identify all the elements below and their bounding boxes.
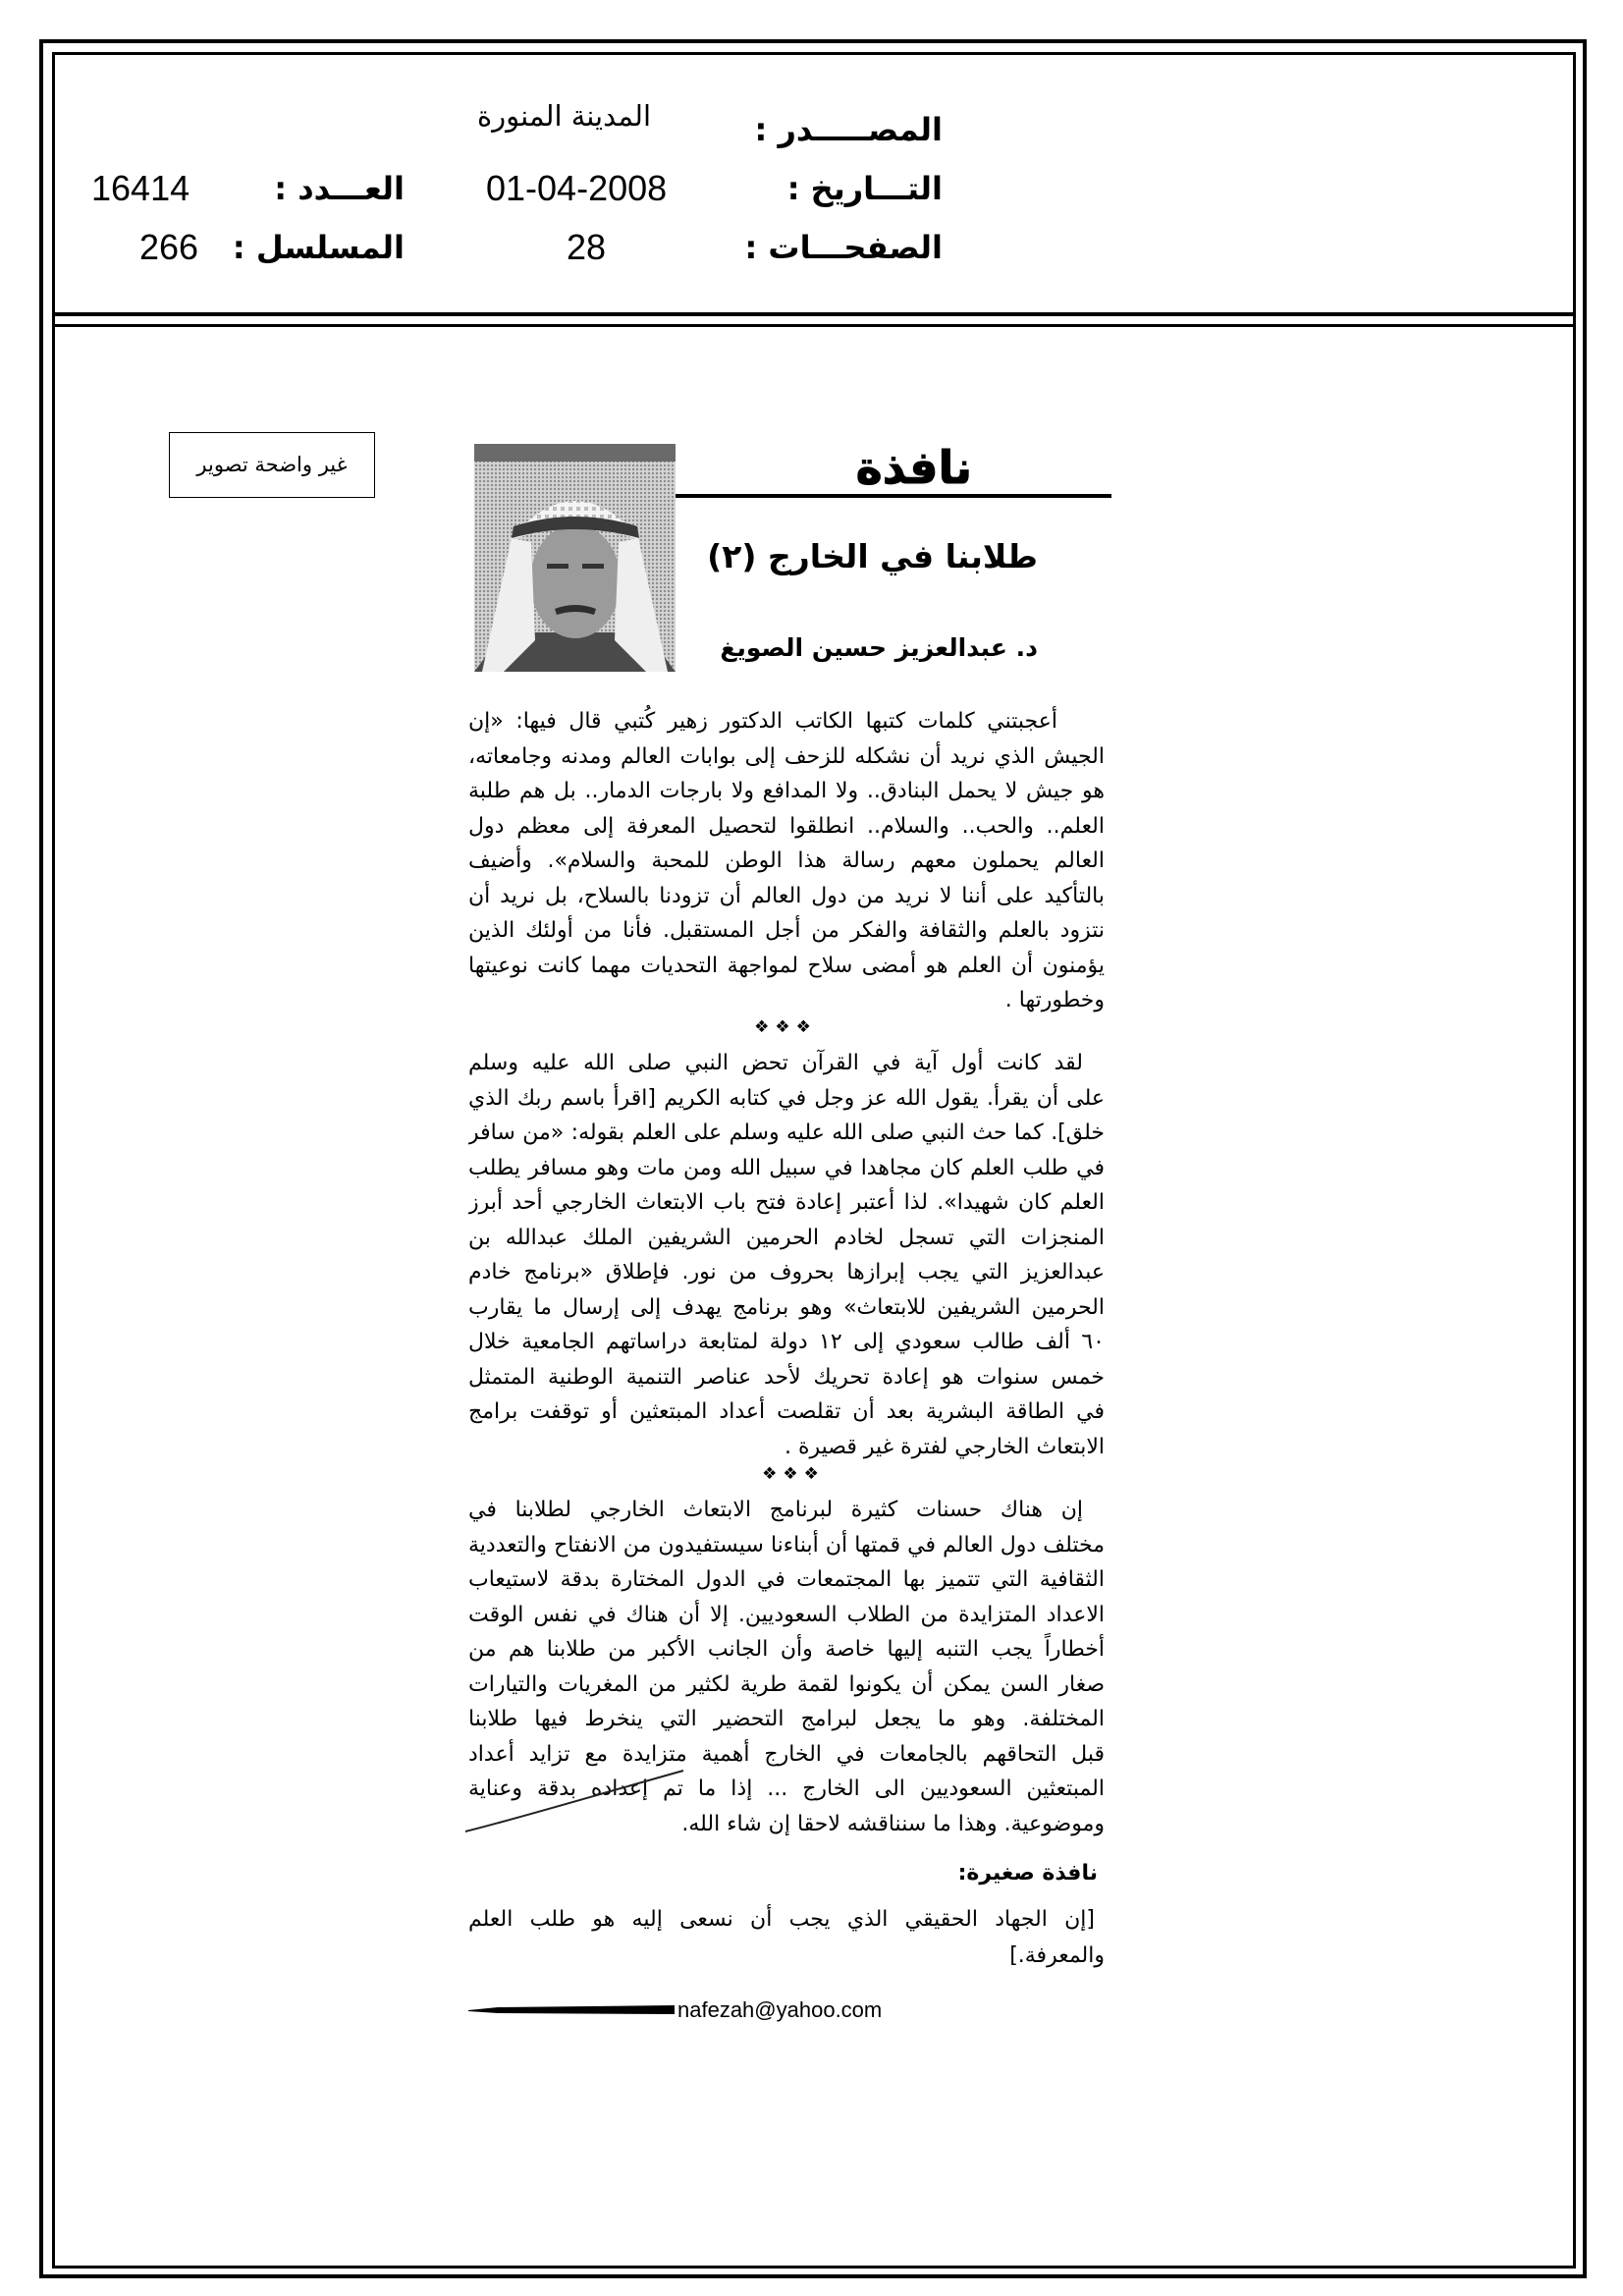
paragraph-line: الابتعاث الخارجي لفترة غير قصيرة . — [784, 1434, 1105, 1459]
paragraph-line: عبدالعزيز التي يجب إبرازها بحروف من نور. فإطلاق «برنامج خادم — [468, 1260, 1105, 1285]
date-label: التـــاريخ : — [786, 170, 943, 207]
paragraph-line: هو جيش لا يحمل البنادق.. ولا المدافع ولا بارجات الدمار.. بل هم طلبة — [468, 779, 1105, 803]
paragraph-line: العلم.. والحب.. والسلام.. انطلقوا لتحصيل المعرفة إلى معظم دول — [468, 813, 1105, 839]
paragraph-line: على أن يقرأ. يقول الله عز وجل في كتابه الكريم [اقرأ باسم ربك الذي — [468, 1085, 1105, 1111]
paragraph-line: العلم كان شهيدا». لذا أعتبر إعادة فتح باب الابتعاث الخارجي أحد أبرز — [468, 1190, 1105, 1215]
paragraph-line: صغار السن يمكن أن يكونوا لقمة طرية لكثير من المغريات والتيارات — [468, 1671, 1105, 1697]
paragraph-line: الثقافية التي تتميز بها المجتمعات في الدول المختارة بدقة لاستيعاب — [468, 1567, 1105, 1592]
article-title: طلابنا في الخارج (٢) — [707, 537, 1038, 575]
paragraph-line: المنجزات التي تسجل لخادم الحرمين الشريفين الملك عبدالله بن — [468, 1225, 1105, 1250]
paragraph-line: الحرمين الشريفين للابتعاث» وهو برنامج يهدف إلى إرسال ما يقارب — [468, 1294, 1105, 1320]
closing-quote — [468, 1901, 1105, 1974]
paragraph-line: قبل التحاقهم بالجامعات في الخارج أهمية متزايدة مع تزايد أعداد — [468, 1741, 1105, 1767]
paragraph-line: مختلف دول العالم في قمتها أن أبناءنا سيستفيدون من الانفتاح والتعددية — [468, 1532, 1105, 1558]
issue-label: العـــدد : — [274, 170, 405, 207]
footer-rule — [468, 2003, 675, 2017]
paragraph-line: وموضوعية. وهذا ما سنناقشه لاحقا إن شاء الله. — [681, 1811, 1105, 1836]
source-label: المصـــــدر : — [754, 111, 943, 148]
paragraph-line: بالتأكيد على أننا لا نريد من دول العالم أن تزودنا بالسلاح، بل نريد أن — [468, 883, 1105, 908]
pages-label: الصفحـــات : — [744, 229, 943, 266]
paragraph — [468, 704, 1105, 1018]
paragraph-line: إن هناك حسنات كثيرة لبرنامج الابتعاث الخارجي لطلابنا في — [468, 1498, 1083, 1522]
column-rule — [676, 494, 1111, 498]
paragraph-line: في طلب العلم كان مجاهدا في سبيل الله ومن مات وهو مسافر يطلب — [468, 1155, 1105, 1180]
paragraph-line: المبتعثين السعوديين الى الخارج ... إذا ما تم إعداده بدقة وعناية — [468, 1777, 1105, 1801]
author-email: nafezah@yahoo.com — [677, 1997, 883, 2022]
serial-label: المسلسل : — [232, 229, 405, 266]
quote-line: [إن الجهاد الحقيقي الذي يجب أن نسعى إليه هو طلب العلم — [468, 1907, 1095, 1932]
paragraph-line: المختلفة. وهو ما يجعل لبرامج التحضير التي ينخرط فيها طلابنا — [468, 1707, 1105, 1731]
paragraph-line: الاعداد المتزايدة من الطلاب السعوديين. إلا أن هناك في نفس الوقت — [468, 1602, 1105, 1627]
issue-value: 16414 — [91, 168, 190, 208]
paragraph — [468, 1046, 1105, 1464]
article-author: د. عبدالعزيز حسين الصويغ — [720, 633, 1038, 662]
paragraph-line: أعجبتني كلمات كتبها الكاتب الدكتور زهير كُتبي قال فيها: «إن — [468, 709, 1057, 734]
paragraph-line: العالم يحملون معهم رسالة هذا الوطن للمحبة والسلام». وأضيف — [468, 848, 1105, 873]
paragraph-line: يؤمنون أن العلم هو أمضى سلاح لمواجهة التحديات مهما كانت نوعيتها — [468, 953, 1105, 978]
header-divider — [52, 324, 1576, 327]
section-separator: ❖❖❖ — [754, 1017, 817, 1037]
quote-line: والمعرفة.] — [1009, 1943, 1105, 1968]
column-name: نافذة — [855, 441, 972, 494]
paragraph-line: أخطاراً يجب التنبه إليها خاصة وأن الجانب الأكبر من طلابنا هم من — [468, 1637, 1105, 1662]
source-value: المدينة المنورة — [476, 99, 651, 133]
small-window-label: نافذة صغيرة: — [957, 1861, 1098, 1886]
author-photo — [474, 444, 676, 672]
paragraph-line: الجيش الذي نريد أن نشكله للزحف إلى بوابات العالم ومدنه وجامعاته، — [468, 743, 1105, 769]
date-value: 01-04-2008 — [486, 168, 668, 208]
unclear-copy-note: غير واضحة تصوير — [169, 432, 375, 498]
serial-value: 266 — [139, 227, 199, 267]
paragraph-line: خمس سنوات هو إعادة تحريك لأحد عناصر التنمية الوطنية المتمثل — [468, 1364, 1105, 1390]
paragraph-line: ٦٠ ألف طالب سعودي إلى ١٢ دولة لمتابعة دراساتهم الجامعية خلال — [468, 1330, 1105, 1354]
paragraph-line: نتزود بالعلم والثقافة والفكر من أجل المستقبل. فأنا من أولئك الذين — [468, 918, 1105, 943]
paragraph-line: في الطاقة البشرية بعد أن تقلصت أعداد المبتعثين أو توقفت برامج — [468, 1399, 1105, 1424]
pages-value: 28 — [567, 227, 607, 267]
header-divider — [52, 312, 1576, 316]
pen-mark — [461, 1763, 687, 1836]
section-separator: ❖❖❖ — [762, 1464, 825, 1484]
paragraph-line: وخطورتها . — [1004, 988, 1105, 1012]
paragraph-line: لقد كانت أول آية في القرآن تحض النبي صلى الله عليه وسلم — [468, 1051, 1083, 1075]
paragraph-line: خلق]. كما حث النبي صلى الله عليه وسلم على العلم بقوله: «من سافر — [468, 1121, 1105, 1145]
